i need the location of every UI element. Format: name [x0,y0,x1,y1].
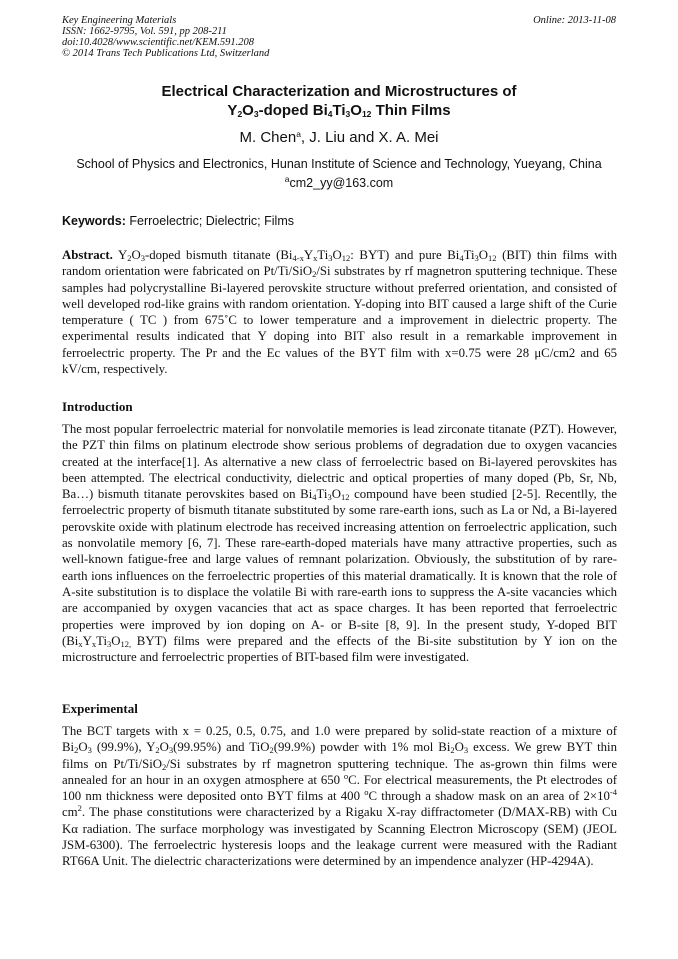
author-list: M. Chen$^a$, J. Liu and X. A. Mei [239,129,439,146]
title-line-2: $Y_2O_3$-doped $Bi_4Ti_3O_{12}$ Thin Films [227,102,451,119]
section-heading-introduction: Introduction [62,399,133,414]
affiliation: School of Physics and Electronics, Hunan Institute of Science and Technology, Yueyang, China [76,157,602,171]
keywords-label: Keywords: [62,214,126,228]
abstract-label: Abstract. [62,248,113,262]
author-email: $^a$cm2_yy@163.com [284,174,394,190]
keywords [62,214,294,228]
abstract-paragraph: Abstract. $Y_2O_3$-doped bismuth titanate ($Bi_{4-x}Y_xTi_3O_{12}$: BYT) and pure $Bi_4Ti_3O_{12}$ (BIT) thin films with random orientation were fabricated on Pt/Ti/SiO$_2$/Si substrates by rf magnetron sputtering technique. These samples had polycrystalline Bi-layered perovskite structure without preferred orientation, and consisted of well developed rod-like grains with random orientation. Y-doping into BIT caused a large shift of the Curie temperature ( TC ) from 675˚C to lower temperature and a improvement in dielectric property. The experimental results indicated that Y doping into BIT also result in a remarkable improvement in ferroelectric property. The Pr and the Ec values of the BYT film with x=0.75 were 28 μC/cm2 and 65 kV/cm, respectively. [62,248,618,377]
online-date: Online: 2013-11-08 [533,15,616,26]
journal-name: Key Engineering Materials [62,15,177,26]
journal-doi: doi:10.4028/www.scientific.net/KEM.591.208 [62,37,254,48]
keywords-text: Ferroelectric; Dielectric; Films [125,214,294,228]
introduction-paragraph: The most popular ferroelectric material for nonvolatile memories is lead zirconate titanate (PZT). However, the PZT thin films on platinum electrode show serious problems of degradation due to oxygen vacancies created at the interface[1]. As alternative a new class of ferroelectric based on Bi-layered perovskites has been attempted. The electrical conductivity, dielectric and optical properties of many doped (Pb, Sr, Nb, Ba…) bismuth titanate perovskites based on $Bi_4Ti_3O_{12}$ compound have been studied [2-5]. Recentlly, the ferroelectric property of bismuth titanate substituted by some rare-earth ions, such as La or Nd, a Bi-layered perovskite oxide with platinum electrode has received increasing attention on ferroelectric application, such as nonvolatile memory [6, 7]. These rare-earth-doped materials have many attractive properties, such as well-known fatigue-free and large values of remnant polarization. Obviously, the substitution of by rare-earth ions influences on the ferroelectric properties of this material dramatically. It is known that the role of A-site substitution is to displace the volatile Bi with rare-earth ions to suppress the A-site vacancies which are accompanied by oxygen vacancies that act as space charges. It has been reported that ferroelectric properties were improved by ion doping on A- or B-site [8, 9]. In the present study, Y-doped BIT ($Bi_xY_xTi_3O_{12,}$ BYT) films were prepared and the effects of the Bi-site substitution by Y ion on the microstructure and ferroelectric properties of BIT-based film were investigated. [62,422,618,665]
journal-header [62,15,616,59]
title-line-1: Electrical Characterization and Microstructures of [161,83,517,100]
section-heading-experimental: Experimental [62,701,138,716]
paper-title [0,82,678,120]
experimental-paragraph: The BCT targets with x = 0.25, 0.5, 0.75, and 1.0 were prepared by solid-state reaction of a mixture of $Bi_2O_3$ (99.9%), $Y_2O_3(99.95\%)$ and TiO$_2$(99.9%) powder with 1% mol $Bi_2O_3$ excess. We grew BYT thin films on Pt/Ti/SiO$_2$/Si substrates by rf magnetron sputtering technique. The as-grown thin films were annealed for an hour in an oxygen atmosphere at 650 $^o$C. For electrical measurements, the Pt electrodes of 100 nm thickness were deposited onto BYT films at 400 $^o$C through a shadow mask on an area of $2\times 10^{-4}$ $cm^2$. The phase constitutions were characterized by a Rigaku X-ray diffractometer (D/MAX-RB) with Cu Kα radiation. The surface morphology was investigated by Scanning Electron Microscopy (SEM) (JEOL JSM-6300). The ferroelectric hysteresis loops and the leakage current were measured with the Radiant RT66A Unit. The dielectric characterizations were determined by an impendence analyzer (HP-4294A). [62,724,617,869]
journal-copyright: © 2014 Trans Tech Publications Ltd, Switzerland [62,48,270,59]
journal-issn: ISSN: 1662-9795, Vol. 591, pp 208-211 [62,26,227,37]
